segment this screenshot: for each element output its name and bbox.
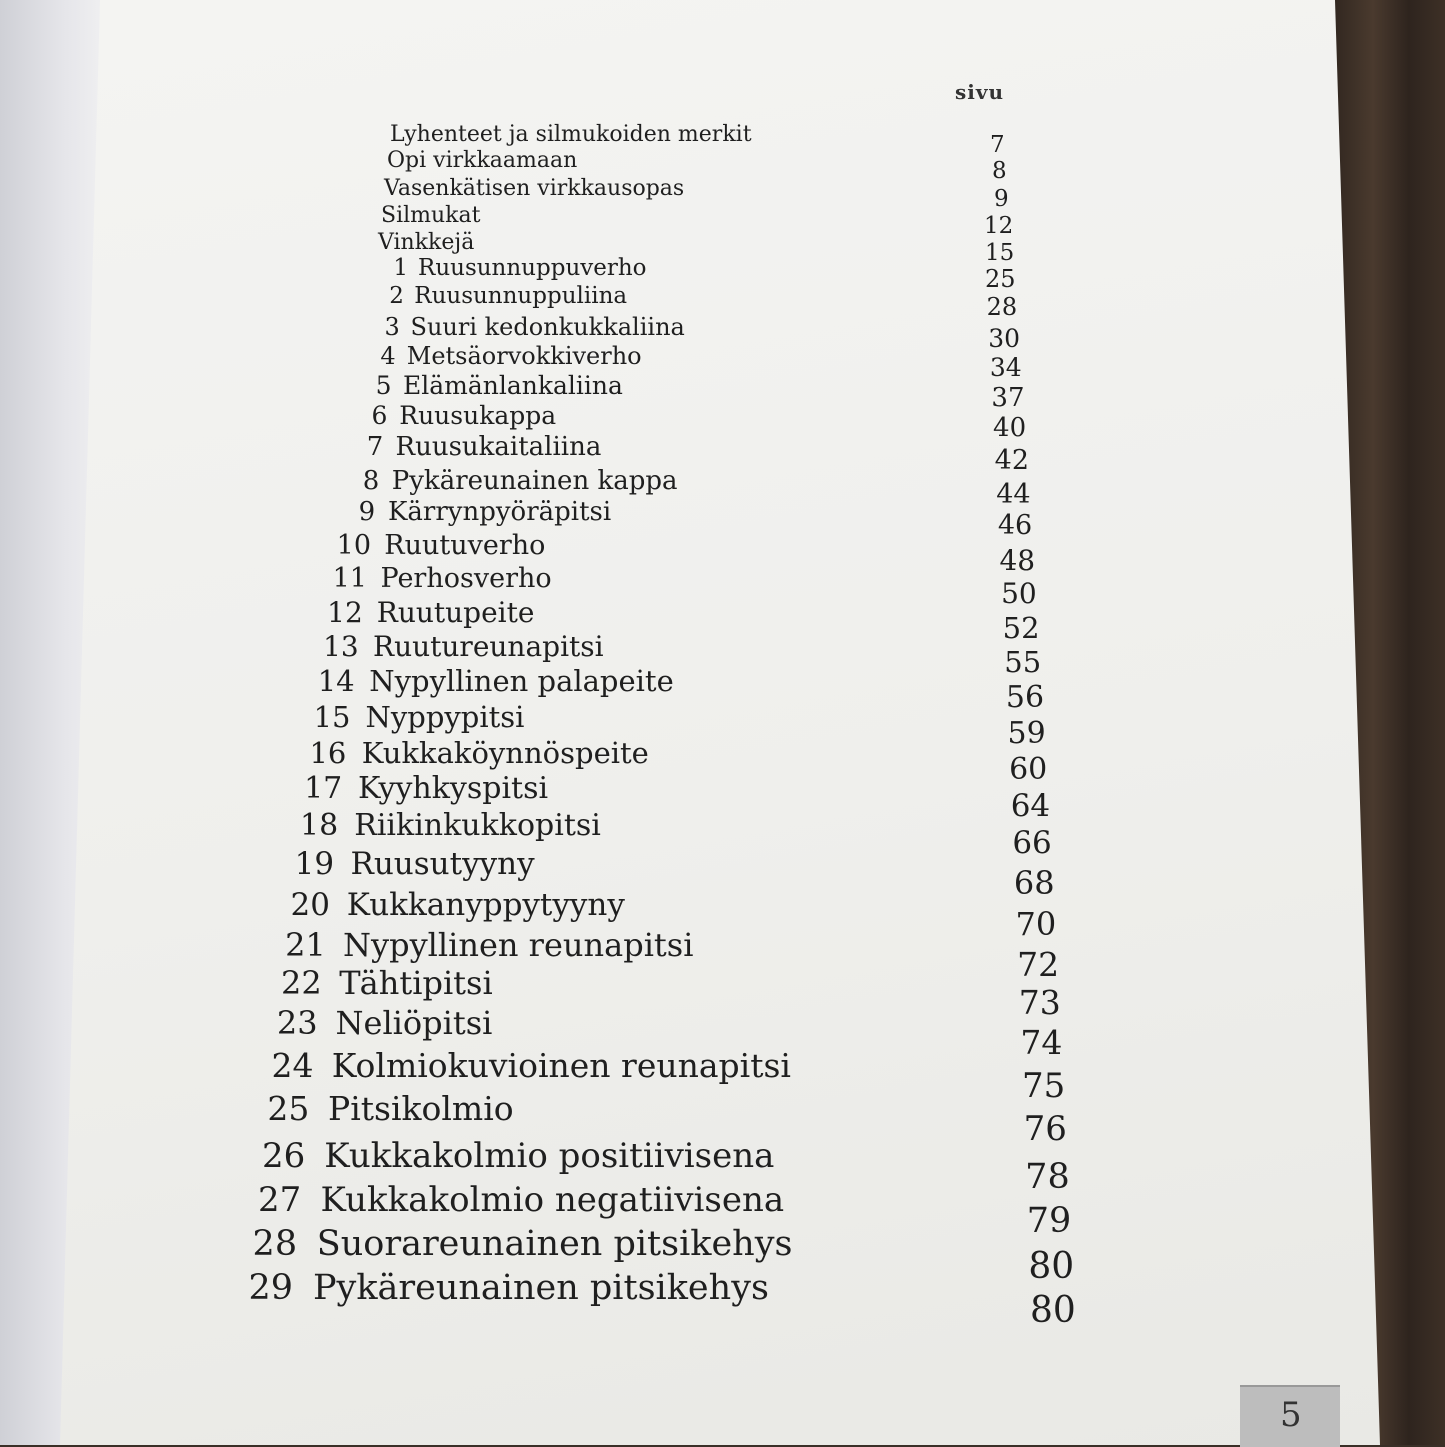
toc-entry-title: Opi virkkaamaan [387,148,578,173]
toc-entry-title: Tähtipitsi [339,964,493,1002]
toc-pattern-number: 15 [313,700,351,734]
toc-entry-page: 80 [1030,1290,1076,1331]
toc-pattern-number: 4 [380,342,396,370]
toc-entry-page: 9 [994,186,1009,212]
toc-entry-page: 48 [999,543,1036,577]
toc-pattern-number: 13 [323,630,359,663]
toc-pattern-number: 12 [327,596,363,629]
toc-pattern-number: 9 [358,497,376,527]
toc-entry-title: Kukkaköynnöspeite [361,736,649,770]
toc-intro-row [384,176,684,201]
toc-entry-title: Ruutuverho [384,530,546,561]
toc-pattern-number: 25 [267,1089,310,1128]
toc-pattern-number: 8 [362,466,380,496]
toc-entry-title: Kukkakolmio negatiivisena [320,1180,785,1220]
toc-entry-title: Ruusukaitaliina [395,432,602,462]
toc-pattern-number: 3 [384,313,400,341]
toc-entry-page: 15 [985,240,1015,266]
toc-entry-page: 55 [1004,645,1042,680]
toc-pattern-number: 26 [262,1136,306,1176]
toc-intro-row [378,230,474,255]
toc-entry-page: 30 [988,323,1021,353]
toc-entry-title: Ruusunnuppuliina [414,283,628,309]
toc-pattern-number: 2 [389,283,404,309]
toc-entry-title: Neliöpitsi [335,1004,493,1042]
toc-entry-title: Ruusunnuppuverho [418,255,647,281]
toc-entry-page: 50 [1001,577,1037,611]
toc-entry-title: Silmukat [381,203,481,228]
toc-entry-page: 70 [1015,905,1057,944]
toc-entry-title: Kolmiokuvioinen reunapitsi [331,1046,791,1085]
toc-entry-page: 66 [1012,825,1052,862]
toc-entry-page: 7 [990,132,1005,158]
toc-entry-page: 56 [1005,679,1045,715]
toc-pattern-number: 11 [332,563,367,594]
toc-entry-page: 72 [1017,944,1060,984]
toc-entry-page: 44 [996,479,1031,510]
toc-entry-page: 37 [991,382,1025,413]
toc-entry-page: 42 [994,444,1029,476]
toc-pattern-number: 7 [366,432,384,462]
toc-entry-page: 52 [1002,610,1040,645]
toc-pattern-number: 28 [252,1224,298,1264]
toc-entry-title: Vasenkätisen virkkausopas [384,176,685,201]
toc-pattern-number: 16 [309,736,347,770]
toc-pattern-number: 5 [375,371,392,400]
toc-entry-title: Ruusukappa [399,401,557,430]
toc-pattern-number: 14 [317,664,355,698]
toc-pattern-number: 29 [248,1268,293,1308]
toc-entry-page: 78 [1025,1156,1070,1197]
page-column-header: sivu [955,80,1005,104]
toc-entry-page: 60 [1009,752,1048,788]
toc-entry-title: Metsäorvokkiverho [406,342,642,370]
toc-entry-title: Suorareunainen pitsikehys [316,1224,793,1264]
folio-number: 5 [1280,1395,1302,1435]
toc-pattern-number: 6 [371,401,388,430]
toc-pattern-number: 20 [290,887,330,923]
toc-entry-page: 8 [992,158,1007,184]
toc-entry-title: Nypyllinen palapeite [369,664,674,698]
toc-entry-page: 68 [1013,863,1055,902]
toc-entry-page: 59 [1007,716,1046,751]
toc-pattern-number: 22 [281,964,322,1002]
toc-entry-title: Pykäreunainen kappa [391,466,678,496]
toc-pattern-number: 10 [336,530,372,561]
toc-entry-title: Elämänlankaliina [403,371,623,400]
toc-pattern-number: 24 [271,1046,314,1085]
folio-tab [1240,1385,1340,1447]
toc-pattern-number: 23 [276,1004,318,1042]
toc-pattern-number: 19 [294,846,335,882]
toc-entry-title: Ruusutyyny [350,846,535,882]
toc-intro-row [381,203,480,228]
toc-entry-title: Ruutureunapitsi [373,630,604,663]
toc-entry-title: Perhosverho [380,563,552,594]
toc-pattern-number: 1 [393,255,408,281]
toc-entry-page: 12 [984,213,1014,239]
toc-entry-page: 73 [1018,983,1061,1022]
toc-entry-page: 64 [1010,787,1051,824]
toc-entry-page: 79 [1026,1201,1072,1242]
toc-entry-title: Nypyllinen reunapitsi [343,926,694,964]
toc-entry-page: 74 [1020,1023,1063,1063]
toc-entry-page: 34 [989,353,1022,383]
toc-pattern-number: 17 [304,771,343,806]
toc-entry-page: 80 [1028,1245,1075,1287]
toc-entry-title: Pykäreunainen pitsikehys [313,1268,769,1308]
toc-entry-title: Ruutupeite [376,596,535,629]
toc-entry-page: 75 [1021,1065,1066,1106]
toc-entry-page: 40 [993,413,1027,444]
toc-entry-title: Lyhenteet ja silmukoiden merkit [390,122,752,147]
toc-entry-title: Kyyhkyspitsi [358,771,549,806]
toc-entry-page: 28 [986,293,1018,322]
toc-entry-title: Kukkanyppytyyny [346,887,625,923]
toc-entry-page: 76 [1023,1109,1067,1150]
toc-entry-title: Pitsikolmio [328,1089,514,1128]
toc-entry-title: Kärrynpyöräpitsi [388,497,612,527]
toc-pattern-number: 27 [257,1180,302,1220]
toc-entry-title: Suuri kedonkukkaliina [410,313,685,341]
toc-entry-title: Nyppypitsi [365,700,525,734]
toc-entry-title: Kukkakolmio positiivisena [324,1136,775,1176]
toc-entry-title: Riikinkukkopitsi [354,808,601,843]
toc-pattern-number: 18 [299,808,339,843]
toc-entry-title: Vinkkejä [378,230,475,255]
toc-pattern-number: 21 [285,926,326,964]
toc-intro-row [390,122,752,147]
toc-entry-page: 25 [985,265,1016,293]
toc-entry-page: 46 [997,510,1033,542]
toc-intro-row [387,148,577,173]
